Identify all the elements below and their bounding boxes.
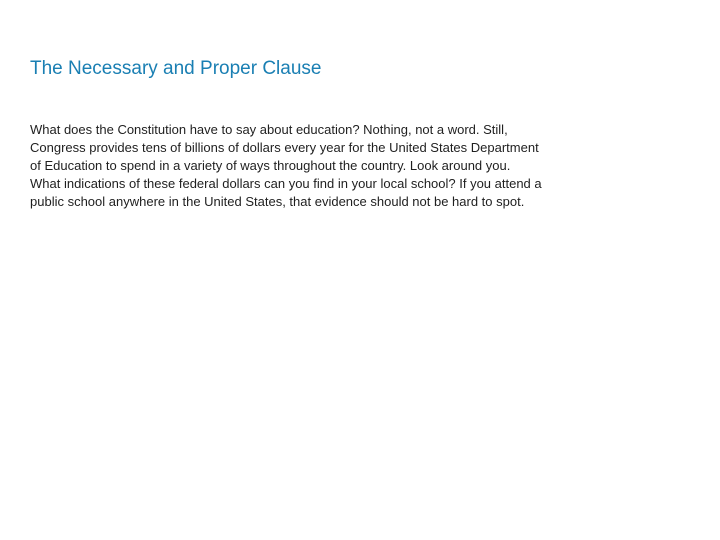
body-line: What indications of these federal dollars can you find in your local school? If you attend a (30, 176, 542, 191)
slide-body-paragraph (30, 121, 630, 211)
body-line: public school anywhere in the United States, that evidence should not be hard to spot. (30, 194, 525, 209)
body-line: Congress provides tens of billions of dollars every year for the United States Department (30, 140, 539, 155)
body-line: of Education to spend in a variety of ways throughout the country. Look around you. (30, 158, 511, 173)
body-line: What does the Constitution have to say about education? Nothing, not a word. Still, (30, 122, 508, 137)
slide-title: The Necessary and Proper Clause (30, 58, 322, 79)
